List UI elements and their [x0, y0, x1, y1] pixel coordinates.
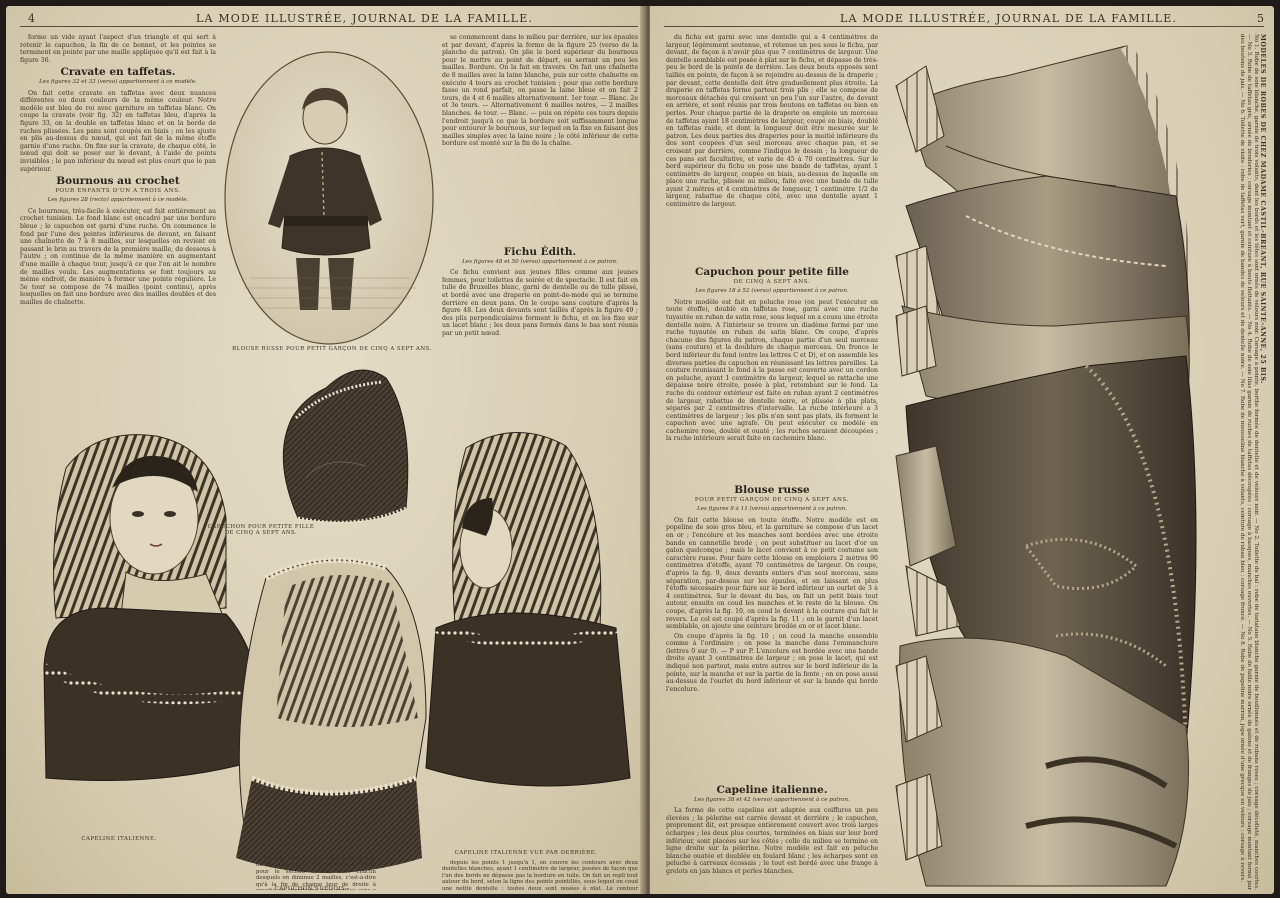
caption-blouse-russe: BLOUSE RUSSE POUR PETIT GARÇON DE CINQ A SEPT ANS. [232, 346, 432, 352]
section-body-blouse: On fait cette blouse en toute étoffe. Notre modèle est en popeline de soie gros bleu, et la garniture se compose d'un lacet en or ; l'encolure et les manches sont bordées avec une étroite bande en cannetille brodé ; on peut substituer au lacet d'or un galon quelconque ; mais le lacet convient à ce petit costume son caractère russe. Pour faire cette blouse on emploiera 2 mètres 90 centimètres d'étoffe, ayant 70 centimètres de largeur. On coupe, d'après la fig. 9, deux devants entiers d'un seul morceau, sans séparation, par-dessus sur les épaules, et en laissant en plus l'étoffe nécessaire pour faire sur le bord inférieur un ourlet de 3 à 4 centimètres. Sur le devant du bas, on fait un petit biais tout autour, ensuite on coud les manches et le reste de la blouse. On coupe, d'après la fig. 10, on coud le devant à la couture qui fait le revers. Le col est coupé d'après la fig. 11 ; on le garnit d'un lacet semblable, on ajoute une ceinture brodée en or et lacet blanc. [666, 516, 878, 631]
hoods-engraving-group [26, 358, 636, 888]
right-col-capuchon [666, 264, 878, 480]
right-col-1-top [666, 34, 878, 262]
page-number-right: 5 [1257, 12, 1264, 25]
capeline-dos-figure [426, 432, 630, 786]
section-body-bournous: Ce bournous, très-facile à exécuter, est fait entièrement au crochet tunisien. Le fond blanc est encadré par une bordure bleue ; le capuchon est garni d'une ruche. On commence le fond par l'une des pointes inférieures de devant, en faisant une chaînette de 7 à 8 mailles, sur lesquelles on revient en passant le brin au travers de la première maille, du dessous à l'autre ; on continue de la même manière en augmentant d'une maille à chaque tour, jusqu'à ce que l'on ait le nombre de mailles voulu. Les augmentations se font toujours au même endroit, de manière à former une pointe régulière. Le 5e tour se compose de 74 mailles (point continu), après lesquelles on fait une bordure avec des mailles doubles et des mailles de chaînette. [20, 207, 216, 306]
running-head-right: LA MODE ILLUSTRÉE, JOURNAL DE LA FAMILLE. [840, 12, 1178, 25]
page-number-left: 4 [28, 12, 35, 25]
section-title-capeline: Capeline italienne. [716, 784, 828, 796]
section-note-capeline: Les figures 38 et 42 (verso) appartiennent à ce patron. [694, 796, 850, 803]
section-body-blouse-2: On coupe d'après la fig. 10 ; on coud la manche ensemble comme à l'ordinaire ; on pose la manche dans l'emmanchure (lettres 0 sur 0). — P sur P. L'encolure est bordée avec une bande droite ayant 3 centimètres de largeur ; on pose le lacet, qui est indiqué non partout, mais entre autres sur le bord inférieur de la pointe, sur la manche et sur la partie de la fente ; on en pose aussi au-dessus de l'ourlet du bord inférieur et sur la bande qui borde l'encolure. [666, 632, 878, 693]
caption-capuchon-fille: CAPUCHON POUR PETITE FILLE DE CINQ A SEPT ANS. [207, 524, 315, 536]
section-note-bournous: Les figures 28 (recto) appartiennent à ce modèle. [47, 197, 189, 204]
section-title-fichu: Fichu Édith. [503, 246, 577, 258]
section-body-fichu: Ce fichu convient aux jeunes filles comme aux jeunes femmes, pour toilettes de soirée et de spectacle. Il est fait en tulle de Bruxelles blanc, garni de dentelle ou de tulle plissé, et bordé avec une draperie en point-de-mode qui se termine derrière en deux pans. On le coupe sans couture d'après la figure 48. Les deux devants sont taillés d'après la figure 49 ; des plis perpendiculaires forment le fichu, et on les fixe sur un lacet blanc ; les deux pans formés dans le bas sont réunis par un petit nœud. [442, 269, 638, 337]
right-col-blouse [666, 482, 878, 778]
col3-top-text: se commencent dans le milieu par derrière, sur les épaules et par devant, d'après la forme de la figure 25 (verso de la planche du patron). On plie le bord supérieur du bournous pour le mettre au point de départ, en serrant un peu les mailles. Bordure. On la fait en travers. On fait une chaînette de 8 mailles avec la laine blanche, puis sur cette chaînette on exécute 4 tours au crochet tunisien ; pour que cette bordure fasse un rond parfait, on passe la laine bleue et on fait 2 tours, de 4 et 6 mailles alternativement. 1er tour. — Blanc. 2e et 3e tours. — Alternativement 6 mailles noires, — 2 mailles blanches. 4e tour. — Blanc. — puis on répète ces tours depuis l'endroit jusqu'à ce que la bordure soit suffisamment longue pour entourer le bournous, sur lequel on la fixe en faisant des mailles simples avec la laine noire ; le côté inférieur de cette bordure est monté sur la fin de la chaîne. [442, 34, 638, 148]
sidebar-title: MODÈLES DE ROBES DE CHEZ MADAME CASTIL-BREANT, RUE SAINTE-ANNE, 25 BIS. [1259, 34, 1266, 384]
caption-capeline-dos: CAPELINE ITALIENNE VUE PAR DERRIÈRE. [454, 850, 598, 856]
caption-capuchon-suedois: CAPUCHON SUÉDOIS. [274, 886, 348, 892]
section-note-blouse: Les figures 9 à 11 (verso) appartiennent à ce patron. [696, 506, 847, 513]
left-page [6, 6, 646, 894]
caption-capeline-italienne: CAPELINE ITALIENNE. [81, 836, 157, 842]
section-body-capeline: La forme de cette capeline est adaptée aux coiffures un peu élevées ; la pèlerine est carrée devant et derrière ; le capuchon, proprement dit, est presque entièrement couvert avec trois larges écharpes ; les deux plus courtes, terminées en biais sur leur bord inférieur, sont placées sur les côtés ; celle du milieu se termine en ligne droite sur la pèlerine. Notre modèle est fait en peluche blanche ouatée et doublée en foulard blanc ; les écharpes sont en peluche à carreaux écossais ; le tout est bordé avec une frange à grelots en jais blancs et perles blanches. [666, 807, 878, 875]
section-body-capuchon: Notre modèle est fait en peluche rose (on peut l'exécuter en toute étoffe), doublé en taffetas rose, garni avec une ruche tuyautée en ruban de satin rose, sous lequel on a cousu une étroite dentelle noire. A l'intérieur se trouve un diadème formé par une ruche tuyautée en ruban de satin blanc. On coupe, d'après chacune des figures du patron, chaque partie d'un seul morceau (sans couture) et la doublure de chaque morceau. On fronce le bord inférieur du fond (entre les lettres C et D), et on assemble les diverses parties du capuchon en réunissant les lettres pareilles. La couture reunissant le fond à la passe est couverte avec un cordon en peluche, ayant 1 centimètre de largeur, lequel se rattache une dépaisse noire étroite, posée à plat, retombant sur le fond. La ruche du contour extérieur est faite en ruban ayant 2 centimètres de largeur, rabattue de dentelle noire, et plissée à plis plats, séparés par 2 centimètres d'intervalle. La ruche intérieure a 3 centimètres de largeur ; les plis n'en sont pas plats, ils forment le capuchon avec une agrafe. On peut exécuter ce modèle en cachemire rose, doublé et ouaté ; les ruches seraient découpées ; la ruche intérieure serait faite en cachemire blanc. [666, 298, 878, 443]
boy-blouse-illustration [220, 48, 438, 348]
bottom-text-a: premier tour. Sur ce nombre de mailles on fait 180 tours. Puis viennent 21 tours pour le second devant, dans chacun desquels on diminue 2 mailles, c'est-à-dire qu'à la fin de chaque tour de droite à [256, 856, 376, 888]
section-title-bournous: Bournous au crochet [56, 175, 180, 188]
section-title-cravate: Cravate en taffetas. [60, 66, 176, 79]
capuchon-suedois-figure [236, 560, 426, 873]
section-sub-bournous: POUR ENFANTS D'UN A TROIS ANS. [55, 187, 181, 194]
left-col-3-top [442, 34, 638, 239]
section-note-cravate: Les figures 32 et 33 (verso) appartiennent à ce modèle. [39, 78, 197, 85]
sidebar-body: No 1. Robe de soie blanche, garnie de trois volants, dont les bords et les têtes sont ornés de velours noir. Corsage à pointe, berthe formée de dentelle et de velours noir. — No 2. Toilette de bal : robe de tarlatane blanche garnie de bouillonnés et de rubans roses ; corsage décolleté, manches courtes. — No 3. Robe de taffetas gris, ornée de broderies ; corsage montant et ceinture à bouts flottants. — No 4. Robe de soie lilas garnie de ruches de taffetas découpées ; corsage à basques, manches ouvertes. — No 5. Robe de faille noire ornée de galons et de franges de jais ; corsage montant fermé par des boutons de jais. — No 6. Toilette de visite : robe de taffetas vert, garnie de bandes de velours et de dentelle noire. — No 7. Robe de mousseline blanche à volants, ceinture de ruban bleu ; corsage froncé. — No 8. Robe de popeline marron, jupe ornée d'une grecque en velours ; corsage à revers. [1239, 34, 1259, 890]
col1-intro: forme un vide ayant l'aspect d'un triangle et qui sert à retenir le capuchon, la fin de ce bonnet, et les pointes se terminent en pointe par une maille appliquée qu'il est fait à la figure 36. [20, 34, 216, 64]
right-col1-text: du fichu est garni avec une dentelle qui a 4 centimètres de largeur, légèrement soutenue, et retenue un peu sous le fichu, par devant, de façon à n'avoir plus que 7 centimètres de largeur. Une dentelle semblable est posée à plat sur le fichu, et dépasse de très-peu le bord de la pointe de derrière. Les deux bouts opposés sont taillés en pointe, de façon à se rejoindre au-dessus de la draperie ; par devant, cette dentelle doit être graduellement plus étroite. La draperie en taffetas forme partout trois plis ; elle se compose de morceaux détachés qui croisent un peu l'un sur l'autre, de devant en arrière, et sont réunis par trois boutons en taffetas ou bien en perles. Pour chaque partie de la draperie on emploie un morceau de taffetas ayant 18 centimètres de largeur, coupé en biais, doublé en taffetas raide, et dont la longueur doit être mesurée sur le patron. Les deux parties des draperies pour la moitié inférieure du dos sont coupées d'un seul morceau avec chaque pan, et se croisent par derrière, comme l'indique le dessin ; la longueur de ces pans est facultative, et varie de 45 à 70 centimètres. Sur le bord supérieur du fichu on pose une bande de taffetas, ayant 1 centimètre de largeur, coupée en biais, au-dessus de laquelle on place une ruche, plissée au milieu, faite avec une bande de tulle ayant 2 mètres et 4 centimètres de longueur, 1 centimètre 1/2 de largeur, rabattue de chaque côté, avec une dentelle ayant 1 centimètre de largeur. [666, 34, 878, 209]
right-page [650, 6, 1274, 894]
section-note-fichu: Les figures 48 et 50 (verso) appartiennent à ce patron. [462, 258, 618, 265]
left-bottom-text-a [256, 856, 376, 890]
left-bottom-text-b [442, 860, 638, 890]
dress-models-plate [886, 26, 1206, 892]
sidebar-vertical-caption [1208, 34, 1266, 890]
section-title-blouse: Blouse russe [734, 484, 810, 496]
bottom-text-b: depuis les points 1 jusqu'à 1, on couvre les contours avec deux dentelles blanches, ayant 1 centimètre de largeur, posées de façon que l'un des bords ne dépasse pas la bordure en tulle. On fait un repli tout autour du bord, selon la ligne des points pointillés, sous lequel on coud une petite dentelle ; toutes deux sont posées à plat. Le contour [442, 860, 638, 890]
running-head-left: LA MODE ILLUSTRÉE, JOURNAL DE LA FAMILLE. [196, 12, 534, 25]
section-note-capuchon: Les figures 18 à 52 (verso) appartiennent à ce patron. [695, 288, 849, 295]
section-title-capuchon: Capuchon pour petite fille [695, 266, 849, 278]
capeline-italienne-figure [44, 435, 266, 781]
section-sub-blouse: POUR PETIT GARÇON DE CINQ A SEPT ANS. [694, 496, 850, 503]
section-body-cravate: On fait cette cravate en taffetas avec deux nuances différentes ou deux couleurs de la même couleur. Notre modèle est bleu de roi avec garniture en taffetas blanc. On coupe la cravate (voir fig. 32) en taffetas bleu, d'après la figure 33, on la double en taffetas blanc et on la borde de ruches plissées. Les pans sont coupés en biais ; on les ajuste en plis au-dessus du nœud, qui est fait de la même étoffe garnie d'une ruche. On fixe sur la cravate, de chaque côté, le nœud qui doit se poser sur le devant, à l'aide de points invisibles ; le pan inférieur du nœud est plus court que le pan supérieur. [20, 89, 216, 173]
right-col-capeline [666, 782, 878, 890]
capuchon-petite-fille-figure [283, 370, 407, 522]
top-rule-left [20, 26, 638, 27]
section-sub-capuchon: DE CINQ A SEPT ANS. [733, 278, 811, 285]
